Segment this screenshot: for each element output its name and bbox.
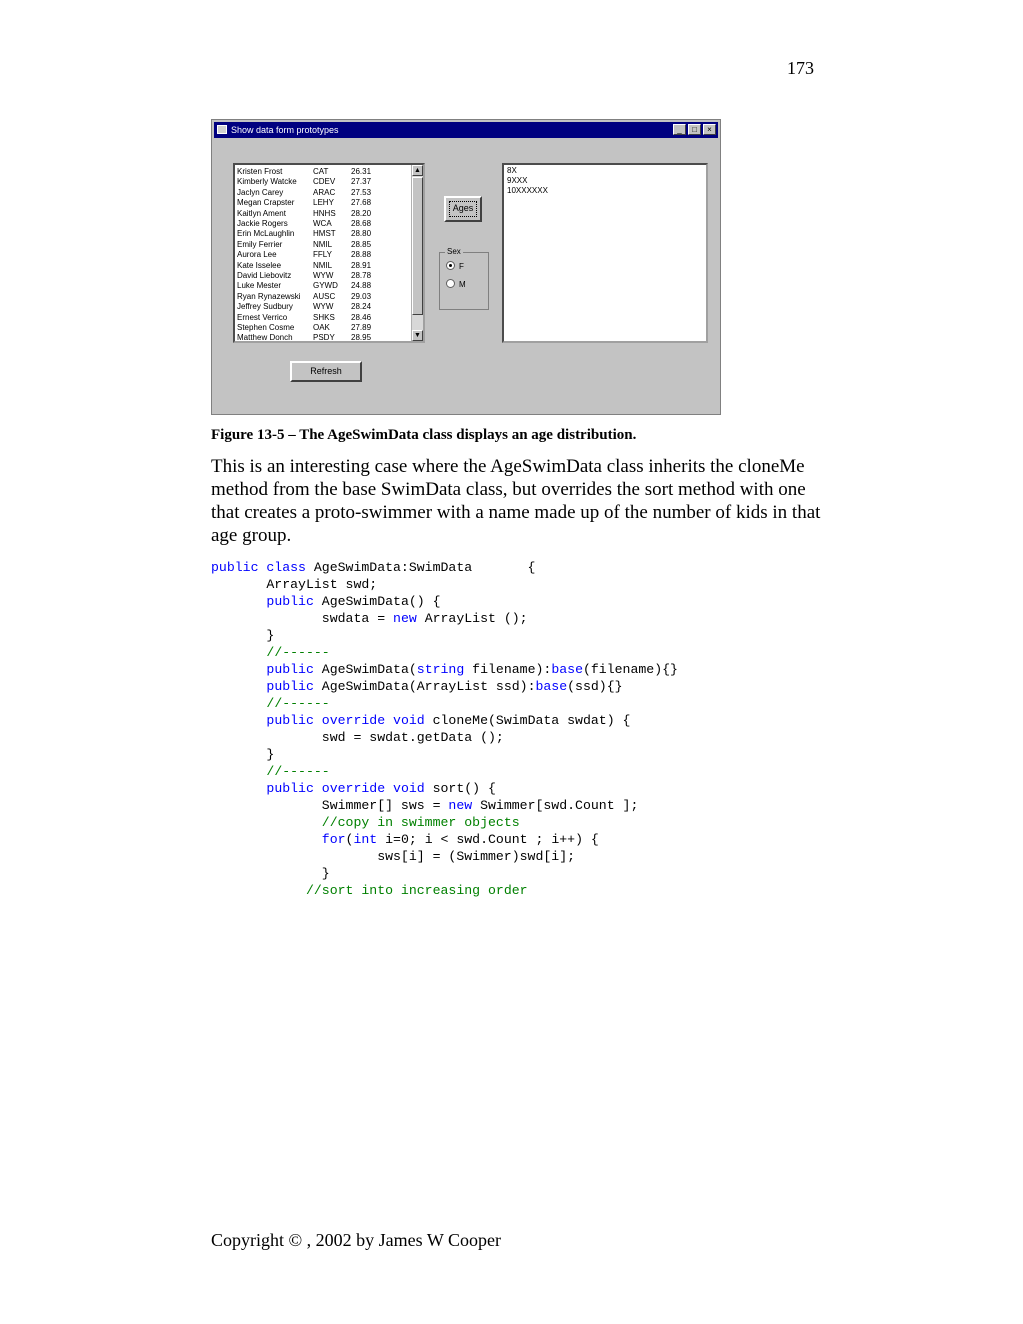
code-text: AgeSwimData( bbox=[313, 662, 417, 677]
list-item-time: 27.37 bbox=[351, 177, 372, 187]
list-item-name: Jackie Rogers bbox=[237, 219, 288, 228]
code-listing bbox=[211, 559, 678, 899]
list-item-name: Emily Ferrier bbox=[237, 239, 283, 249]
list-item-time: 28.95 bbox=[351, 333, 372, 343]
window-titlebar[interactable] bbox=[214, 122, 718, 138]
code-line bbox=[211, 746, 678, 763]
output-line: 8X bbox=[507, 166, 517, 175]
code-text bbox=[211, 713, 266, 728]
code-line bbox=[211, 797, 678, 814]
list-item-name: Luke Mester bbox=[237, 281, 282, 291]
code-keyword: public override void bbox=[266, 713, 425, 728]
list-item-time: 27.53 bbox=[351, 187, 372, 197]
radio-female-label: F bbox=[459, 262, 464, 271]
code-text: (filename){} bbox=[582, 662, 678, 677]
list-item-name: David Liebovitz bbox=[237, 271, 292, 280]
radio-male[interactable] bbox=[446, 279, 466, 290]
scroll-up-arrow-icon[interactable]: ▲ bbox=[412, 165, 423, 176]
output-line: 9XXX bbox=[507, 176, 528, 185]
list-item-name: Jaclyn Carey bbox=[237, 187, 284, 197]
list-item-time: 28.78 bbox=[351, 271, 372, 280]
maximize-button[interactable]: □ bbox=[688, 124, 701, 135]
list-item-time: 28.24 bbox=[351, 302, 372, 312]
list-item-club: OAK bbox=[313, 323, 330, 332]
list-item-time: 26.31 bbox=[351, 167, 372, 176]
age-distribution-output[interactable] bbox=[502, 163, 708, 343]
list-item-club: WYW bbox=[313, 271, 334, 280]
list-item-club: CAT bbox=[313, 167, 329, 176]
code-line bbox=[211, 644, 678, 661]
list-item-name: Erin McLaughlin bbox=[237, 229, 295, 239]
code-line bbox=[211, 695, 678, 712]
code-text: } bbox=[211, 866, 330, 881]
list-item-club: PSDY bbox=[313, 333, 335, 343]
list-item-club: SHKS bbox=[313, 312, 335, 322]
list-item-club: FFLY bbox=[313, 250, 332, 260]
radio-female[interactable] bbox=[446, 261, 464, 272]
code-text: ( bbox=[345, 832, 354, 847]
code-comment: //copy in swimmer objects bbox=[321, 815, 520, 830]
sex-group-label: Sex bbox=[447, 247, 461, 256]
list-item-time: 29.03 bbox=[351, 291, 372, 301]
code-comment: //sort into increasing order bbox=[305, 883, 528, 898]
minimize-button[interactable]: _ bbox=[673, 124, 686, 135]
code-line bbox=[211, 610, 678, 627]
figure-caption: Figure 13-5 – The AgeSwimData class displays an age distribution. bbox=[211, 427, 637, 443]
sex-radio-group bbox=[439, 247, 489, 310]
code-text: filename): bbox=[464, 662, 552, 677]
code-text bbox=[211, 662, 266, 677]
list-item-name: Kristen Frost bbox=[237, 167, 283, 176]
code-line bbox=[211, 661, 678, 678]
code-comment: //------ bbox=[266, 645, 330, 660]
list-item-club: AUSC bbox=[313, 291, 336, 301]
code-keyword: new bbox=[448, 798, 473, 813]
code-line bbox=[211, 848, 678, 865]
code-line bbox=[211, 865, 678, 882]
list-item-time: 24.88 bbox=[351, 281, 372, 291]
code-text bbox=[211, 679, 266, 694]
code-keyword: new bbox=[393, 611, 417, 626]
scroll-down-arrow-icon[interactable]: ▼ bbox=[412, 330, 423, 341]
code-line bbox=[211, 627, 678, 644]
list-item-club: HNHS bbox=[313, 208, 336, 218]
code-line bbox=[211, 780, 678, 797]
code-keyword: string bbox=[416, 662, 465, 677]
code-text: AgeSwimData() { bbox=[313, 594, 441, 609]
code-line bbox=[211, 678, 678, 695]
app-window bbox=[211, 119, 721, 415]
list-item-time: 28.46 bbox=[351, 312, 372, 322]
code-text: Swimmer[] sws = bbox=[211, 798, 449, 813]
ages-button[interactable]: Ages bbox=[444, 196, 482, 222]
list-item-time: 27.89 bbox=[351, 323, 372, 332]
code-text bbox=[211, 764, 266, 779]
list-item-time: 28.68 bbox=[351, 219, 372, 228]
list-item-club: GYWD bbox=[313, 281, 338, 291]
code-keyword: int bbox=[353, 832, 378, 847]
code-text: cloneMe(SwimData swdat) { bbox=[424, 713, 631, 728]
code-text bbox=[211, 815, 322, 830]
code-keyword: base bbox=[551, 662, 583, 677]
code-comment: //------ bbox=[266, 696, 330, 711]
list-item-time: 28.91 bbox=[351, 260, 372, 270]
radio-selected-icon[interactable] bbox=[446, 261, 455, 270]
output-line: 10XXXXXX bbox=[507, 186, 548, 195]
list-item-time: 28.80 bbox=[351, 229, 372, 239]
window-title: Show data form prototypes bbox=[231, 125, 339, 135]
list-item-club: ARAC bbox=[313, 187, 336, 197]
code-text: ArrayList (); bbox=[416, 611, 528, 626]
code-keyword: base bbox=[535, 679, 568, 694]
list-item-name: Ryan Rynazewski bbox=[237, 291, 301, 301]
code-keyword: public class bbox=[211, 560, 306, 575]
refresh-button[interactable]: Refresh bbox=[290, 361, 362, 382]
code-text bbox=[211, 883, 306, 898]
scroll-thumb[interactable] bbox=[412, 177, 423, 315]
code-keyword: public bbox=[266, 594, 314, 609]
list-item-time: 28.85 bbox=[351, 239, 372, 249]
code-text: swd = swdat.getData (); bbox=[211, 730, 504, 745]
code-text: (ssd){} bbox=[567, 679, 623, 694]
list-item-time: 27.68 bbox=[351, 198, 372, 208]
list-item-name: Megan Crapster bbox=[237, 198, 295, 208]
code-text: Swimmer[swd.Count ]; bbox=[472, 798, 639, 813]
code-text: AgeSwimData:SwimData { bbox=[305, 560, 536, 575]
code-line bbox=[211, 814, 678, 831]
code-keyword: for bbox=[321, 832, 346, 847]
code-text bbox=[211, 645, 266, 660]
code-text: sort() { bbox=[424, 781, 496, 796]
list-item-name: Aurora Lee bbox=[237, 250, 277, 260]
code-text: } bbox=[211, 747, 275, 762]
code-comment: //------ bbox=[266, 764, 330, 779]
code-line bbox=[211, 763, 678, 780]
code-line bbox=[211, 882, 678, 899]
swimmer-listbox[interactable] bbox=[233, 163, 425, 343]
code-text: ArrayList swd; bbox=[211, 577, 378, 592]
code-text bbox=[211, 594, 266, 609]
code-line bbox=[211, 831, 678, 848]
list-scrollbar[interactable] bbox=[411, 165, 423, 341]
code-keyword: public bbox=[266, 662, 314, 677]
list-item-club: WCA bbox=[313, 219, 332, 228]
page-number: 173 bbox=[787, 58, 814, 78]
list-item-time: 28.20 bbox=[351, 208, 372, 218]
list-item-club: NMIL bbox=[313, 239, 333, 249]
code-line bbox=[211, 576, 678, 593]
list-item-name: Kimberly Watcke bbox=[237, 177, 297, 187]
radio-unselected-icon[interactable] bbox=[446, 279, 455, 288]
list-item-name: Matthew Donch bbox=[237, 333, 293, 343]
code-keyword: public override void bbox=[266, 781, 425, 796]
list-item-club: LEHY bbox=[313, 198, 334, 208]
list-item-name: Ernest Verrico bbox=[237, 312, 288, 322]
code-keyword: public bbox=[266, 679, 314, 694]
list-item-club: WYW bbox=[313, 302, 334, 312]
list-item-time: 28.88 bbox=[351, 250, 372, 260]
code-text: } bbox=[211, 628, 275, 643]
list-item-name: Kate Isselee bbox=[237, 260, 282, 270]
window-app-icon bbox=[217, 125, 227, 134]
copyright-footer: Copyright © , 2002 by James W Cooper bbox=[211, 1230, 501, 1250]
code-line bbox=[211, 559, 678, 576]
code-text bbox=[211, 781, 266, 796]
list-item-club: HMST bbox=[313, 229, 336, 239]
code-text bbox=[211, 832, 322, 847]
list-item-name: Kaitlyn Ament bbox=[237, 208, 286, 218]
list-item-club: NMIL bbox=[313, 260, 333, 270]
radio-male-label: M bbox=[459, 280, 466, 289]
list-item-name: Stephen Cosme bbox=[237, 323, 295, 332]
list-item-name: Jeffrey Sudbury bbox=[237, 302, 293, 312]
code-text bbox=[211, 696, 266, 711]
code-text: sws[i] = (Swimmer)swd[i]; bbox=[211, 849, 576, 864]
code-text: AgeSwimData(ArrayList ssd): bbox=[313, 679, 536, 694]
code-line bbox=[211, 729, 678, 746]
code-text: swdata = bbox=[211, 611, 394, 626]
body-paragraph: This is an interesting case where the AgeSwimData class inherits the cloneMe method from the base SwimData class, but overrides the sort method with one that creates a proto-swimmer with a name made up of the number of kids in that age group. bbox=[211, 456, 821, 546]
code-text: i=0; i < swd.Count ; i++) { bbox=[377, 832, 599, 847]
code-line bbox=[211, 712, 678, 729]
close-button[interactable]: × bbox=[703, 124, 716, 135]
list-item-club: CDEV bbox=[313, 177, 336, 187]
code-line bbox=[211, 593, 678, 610]
